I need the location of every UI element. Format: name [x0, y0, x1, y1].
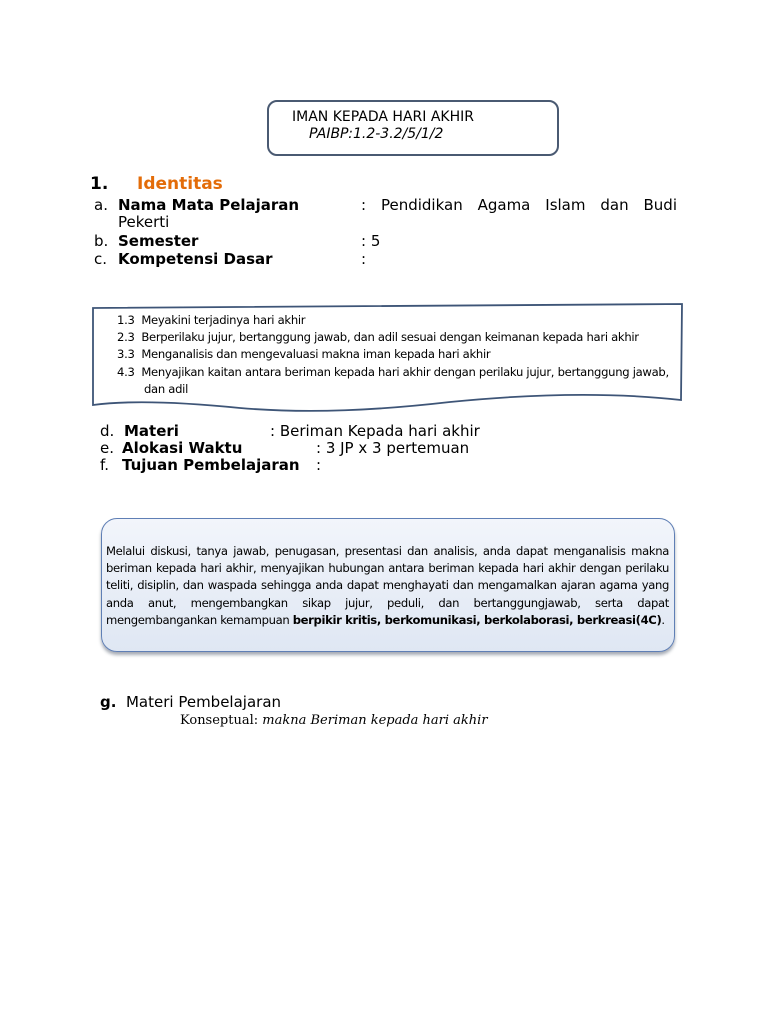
label-alokasi-waktu: Alokasi Waktu	[122, 439, 243, 457]
document-title: IMAN KEPADA HARI AKHIR	[292, 109, 474, 125]
item-letter-c: c.	[94, 250, 108, 268]
kd-item: 1.3 Meyakini terjadinya hari akhir	[117, 313, 306, 327]
section-heading: Identitas	[137, 174, 223, 194]
item-letter-d: d.	[100, 422, 115, 440]
value-nama-mata-pelajaran: : Pendidikan Agama Islam dan Budi	[361, 196, 677, 214]
item-letter-e: e.	[100, 439, 114, 457]
item-letter-a: a.	[94, 196, 108, 214]
kd-item: 4.3 Menyajikan kaitan antara beriman kepada hari akhir dengan perilaku jujur, bertanggung jawab,	[117, 365, 669, 379]
value-semester: : 5	[361, 232, 381, 250]
value-materi: : Beriman Kepada hari akhir	[270, 422, 480, 440]
tujuan-line: beriman kepada hari akhir, menyajikan hubungan antara beriman kepada hari akhir dengan perilaku	[106, 561, 669, 575]
label-semester: Semester	[118, 232, 199, 250]
label-tujuan-pembelajaran: Tujuan Pembelajaran	[122, 456, 300, 474]
label-nama-mata-pelajaran: Nama Mata Pelajaran	[118, 196, 300, 214]
tujuan-line: Melalui diskusi, tanya jawab, penugasan, presentasi dan analisis, anda dapat menganalisis makna	[106, 544, 669, 558]
kd-item: 2.3 Berperilaku jujur, bertanggung jawab, dan adil sesuai dengan keimanan kepada hari akhir	[117, 330, 639, 344]
value-tujuan-pembelajaran: :	[316, 456, 322, 474]
label-kompetensi-dasar: Kompetensi Dasar	[118, 250, 273, 268]
value-kompetensi-dasar: :	[361, 250, 367, 268]
document-code: PAIBP:1.2-3.2/5/1/2	[309, 126, 444, 142]
item-letter-f: f.	[100, 456, 109, 474]
label-materi: Materi	[124, 422, 179, 440]
konseptual-line: Konseptual: makna Beriman kepada hari akhir	[180, 713, 488, 728]
value-nama-mata-pelajaran-cont: Pekerti	[118, 213, 170, 231]
tujuan-line: teliti, disiplin, dan waspada sehingga anda dapat menghayati dan mengamalkan ajaran agama yang	[106, 578, 669, 592]
value-alokasi-waktu: : 3 JP x 3 pertemuan	[316, 439, 470, 457]
materi-pembelajaran-heading: g. Materi Pembelajaran	[100, 693, 282, 711]
item-letter-b: b.	[94, 232, 109, 250]
tujuan-line: anda anut, mengembangkan sikap jujur, peduli, dan bertanggungjawab, serta dapat	[106, 596, 669, 610]
section-number: 1.	[90, 174, 109, 194]
kd-item-cont: dan adil	[144, 382, 189, 396]
kd-item: 3.3 Menganalisis dan mengevaluasi makna iman kepada hari akhir	[117, 347, 491, 361]
tujuan-line: mengembangankan kemampuan berpikir kritis, berkomunikasi, berkolaborasi, berkreasi(4C).	[106, 613, 665, 627]
